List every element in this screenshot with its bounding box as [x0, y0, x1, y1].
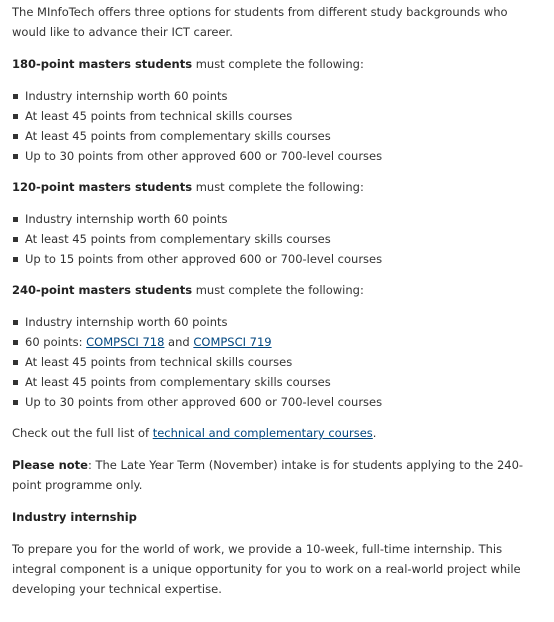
bullet-icon: [13, 94, 18, 99]
group-180-heading: [12, 54, 542, 74]
bullet-icon: [13, 380, 18, 385]
group-120-heading: [12, 177, 542, 197]
bullet-icon: [13, 134, 18, 139]
list-item: Up to 15 points from other approved 600 or 700-level courses: [12, 249, 542, 269]
group-120-title: 120-point masters students: [12, 180, 193, 194]
group-240-list: [12, 312, 542, 412]
bullet-icon: [13, 114, 18, 119]
list-item: At least 45 points from technical skills courses: [12, 352, 542, 372]
bullet-icon: [13, 257, 18, 262]
group-180-list: [12, 86, 542, 166]
bullet-icon: [13, 360, 18, 365]
intro-text: The MInfoTech offers three options for students from different study backgrounds who would like to advance their ICT career.: [12, 5, 508, 39]
bullet-icon: [13, 320, 18, 325]
note-text: Please note: The Late Year Term (November) intake is for students applying to the 240-point programme only.: [12, 458, 524, 492]
list-item: Up to 30 points from other approved 600 or 700-level courses: [12, 146, 542, 166]
group-120-suffix: must complete the following:: [192, 180, 364, 194]
compsci-718-link[interactable]: COMPSCI 718: [86, 335, 165, 349]
group-240-title: 240-point masters students: [12, 283, 193, 297]
group-180-title: 180-point masters students: [12, 57, 193, 71]
internship-heading: Industry internship: [12, 510, 137, 524]
group-240-suffix: must complete the following:: [192, 283, 364, 297]
list-item: Industry internship worth 60 points: [12, 312, 542, 332]
note-label: Please note: [12, 458, 88, 472]
bullet-icon: [13, 400, 18, 405]
compsci-719-link[interactable]: COMPSCI 719: [193, 335, 272, 349]
list-item: Industry internship worth 60 points: [12, 86, 542, 106]
list-item: Up to 30 points from other approved 600 or 700-level courses: [12, 392, 542, 412]
group-240-heading: [12, 280, 542, 300]
group-120-list: [12, 209, 542, 269]
bullet-icon: [13, 340, 18, 345]
list-item: 60 points: COMPSCI 718 and COMPSCI 719: [12, 332, 542, 352]
bullet-icon: [13, 237, 18, 242]
checkout-text: Check out the full list of technical and complementary courses.: [12, 426, 377, 440]
internship-text: To prepare you for the world of work, we provide a 10-week, full-time internship. This integral component is a unique opportunity for you to work on a real-world project while developing your technical expertise.: [12, 542, 521, 596]
bullet-icon: [13, 154, 18, 159]
bullet-icon: [13, 217, 18, 222]
group-180-suffix: must complete the following:: [192, 57, 364, 71]
list-item: At least 45 points from complementary skills courses: [12, 229, 542, 249]
list-item: At least 45 points from complementary skills courses: [12, 372, 542, 392]
courses-list-link[interactable]: technical and complementary courses: [152, 426, 373, 440]
list-item: At least 45 points from technical skills courses: [12, 106, 542, 126]
list-item: Industry internship worth 60 points: [12, 209, 542, 229]
list-item: At least 45 points from complementary skills courses: [12, 126, 542, 146]
